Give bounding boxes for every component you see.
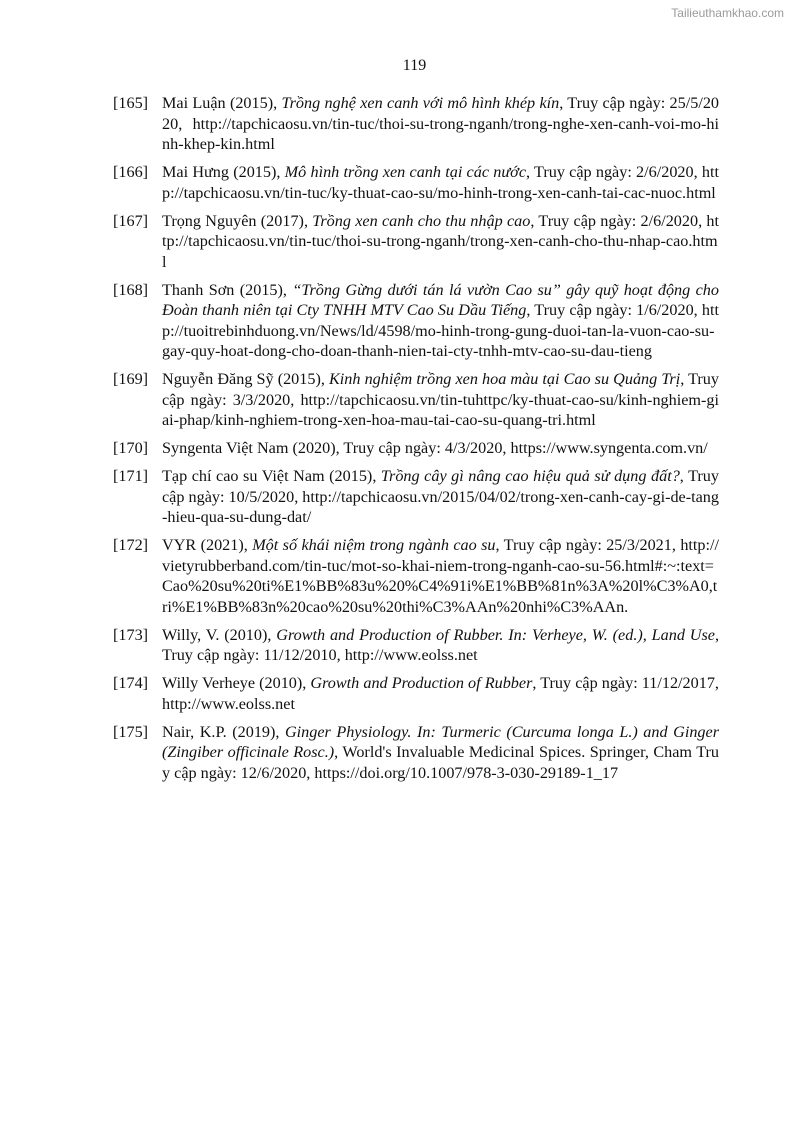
reference-title: Trồng xen canh cho thu nhập cao xyxy=(312,211,531,230)
reference-item xyxy=(113,438,719,459)
reference-title: Một số khái niệm trong ngành cao su xyxy=(252,536,496,554)
reference-tail: , Truy cập ngày: 3/3/2020, http://tapchicaosu.vn/tin-tuhttpc/ky-thuat-cao-su/kinh-nghiem-giai-phap/kinh-nghiem-trong-xen-hoa-mau-tai-cao-su-quang-tri.html xyxy=(162,370,719,429)
reference-text xyxy=(162,369,719,431)
reference-tail: , Truy cập ngày: 11/12/2017, http://www.eolss.net xyxy=(162,674,719,713)
reference-item xyxy=(113,93,719,155)
reference-number: [172] xyxy=(113,536,149,554)
reference-text xyxy=(162,673,719,714)
reference-lead: Willy Verheye (2010), xyxy=(162,674,311,692)
reference-tail: , Truy cập ngày: 2/6/2020, http://tapchicaosu.vn/tin-tuc/thoi-su-trong-nganh/trong-xen-canh-cho-thu-nhap-cao.html xyxy=(162,211,719,271)
reference-text xyxy=(162,625,719,666)
reference-tail: , Truy cập ngày: 11/12/2010, http://www.eolss.net xyxy=(162,625,719,664)
reference-lead: Thanh Sơn (2015), xyxy=(162,280,293,299)
reference-text xyxy=(162,211,719,273)
page-number: 119 xyxy=(402,57,427,74)
reference-tail: , Truy cập ngày: 25/5/2020, http://tapchicaosu.vn/tin-tuc/thoi-su-trong-nganh/trong-nghe-xen-canh-voi-mo-hinh-khep-kin.html xyxy=(162,94,720,153)
reference-lead: Willy, V. (2010), xyxy=(162,625,277,644)
reference-lead: Nair, K.P. (2019), xyxy=(162,722,285,741)
reference-title: Trồng nghệ xen canh với mô hình khép kín xyxy=(281,94,560,112)
reference-tail: , Truy cập ngày: 25/3/2021, http://vietyrubberband.com/tin-tuc/mot-so-khai-niem-trong-nganh-cao-su-56.html#:~:text=Cao%20su%20ti%E1%BB%83u%20%C4%91i%E1%BB%81n%3A%20l%C3%A0,tri%E1%BB%83n%20cao%20su%20thi%C3%AAn%20nhi%C3%AAn. xyxy=(162,536,719,616)
reference-number: [173] xyxy=(113,625,149,644)
reference-tail: , Truy cập ngày: 10/5/2020, http://tapchicaosu.vn/2015/04/02/trong-xen-canh-cay-gi-de-tang-hieu-qua-su-dung-dat/ xyxy=(162,467,719,526)
reference-number: [167] xyxy=(113,211,149,230)
reference-number: [166] xyxy=(113,163,149,181)
reference-item xyxy=(113,211,719,273)
reference-item xyxy=(113,673,719,714)
reference-lead: Nguyễn Đăng Sỹ (2015), xyxy=(162,370,329,388)
reference-number: [175] xyxy=(113,722,149,741)
reference-title: “Trồng Gừng dưới tán lá vườn Cao su” gây quỹ hoạt động cho Đoàn thanh niên tại Cty TNHH MTV Cao Su Dầu Tiếng xyxy=(162,280,719,319)
reference-lead: Mai Luận (2015), xyxy=(162,94,282,112)
reference-title: Mô hình trồng xen canh tại các nước xyxy=(284,163,527,181)
reference-item xyxy=(113,535,719,617)
reference-text xyxy=(162,466,719,528)
reference-title: Kinh nghiệm trồng xen hoa màu tại Cao su Quảng Trị xyxy=(329,370,681,388)
reference-item xyxy=(113,162,719,203)
reference-item xyxy=(113,625,719,666)
reference-number: [174] xyxy=(113,674,149,692)
reference-lead: Tạp chí cao su Việt Nam (2015), xyxy=(162,467,381,485)
reference-number: [165] xyxy=(113,94,149,112)
reference-lead: Syngenta Việt Nam (2020), Truy cập ngày: 4/3/2020, https://www.syngenta.com.vn/ xyxy=(162,439,708,457)
reference-title: Growth and Production of Rubber. In: Verheye, W. (ed.), Land Use xyxy=(276,625,715,644)
reference-item xyxy=(113,722,719,784)
reference-item xyxy=(113,466,719,528)
reference-text xyxy=(162,280,719,362)
reference-text xyxy=(162,162,719,203)
reference-tail: , Truy cập ngày: 2/6/2020, http://tapchicaosu.vn/tin-tuc/ky-thuat-cao-su/mo-hinh-trong-xen-canh-tai-cac-nuoc.html xyxy=(162,163,719,202)
reference-text xyxy=(162,722,719,784)
reference-lead: VYR (2021), xyxy=(162,536,253,554)
reference-number: [169] xyxy=(113,370,149,388)
reference-item xyxy=(113,369,719,431)
watermark-text: Tailieuthamkhao.com xyxy=(671,6,784,20)
reference-number: [171] xyxy=(113,467,149,485)
reference-text xyxy=(162,535,719,617)
reference-number: [168] xyxy=(113,280,149,299)
reference-list xyxy=(113,93,719,791)
reference-number: [170] xyxy=(113,439,149,457)
reference-text xyxy=(162,93,719,155)
reference-lead: Trọng Nguyên (2017), xyxy=(162,211,313,230)
reference-tail: , Truy cập ngày: 1/6/2020, http://tuoitrebinhduong.vn/News/ld/4598/mo-hinh-trong-gung-duoi-tan-la-vuon-cao-su-gay-quy-hoat-dong-cho-doan-thanh-nien-tai-cty-tnhh-mtv-cao-su-dau-tieng xyxy=(162,301,719,360)
reference-title: Trồng cây gì nâng cao hiệu quả sử dụng đất? xyxy=(380,467,680,485)
reference-lead: Mai Hưng (2015), xyxy=(162,163,285,181)
reference-title: Growth and Production of Rubber xyxy=(310,674,533,692)
reference-title: Ginger Physiology. In: Turmeric (Curcuma longa L.) and Ginger (Zingiber officinale Rosc.) xyxy=(162,722,719,761)
reference-item xyxy=(113,280,719,362)
reference-text xyxy=(162,438,719,459)
reference-tail: , World's Invaluable Medicinal Spices. Springer, Cham Truy cập ngày: 12/6/2020, https://doi.org/10.1007/978-3-030-29189-1_17 xyxy=(162,743,719,782)
